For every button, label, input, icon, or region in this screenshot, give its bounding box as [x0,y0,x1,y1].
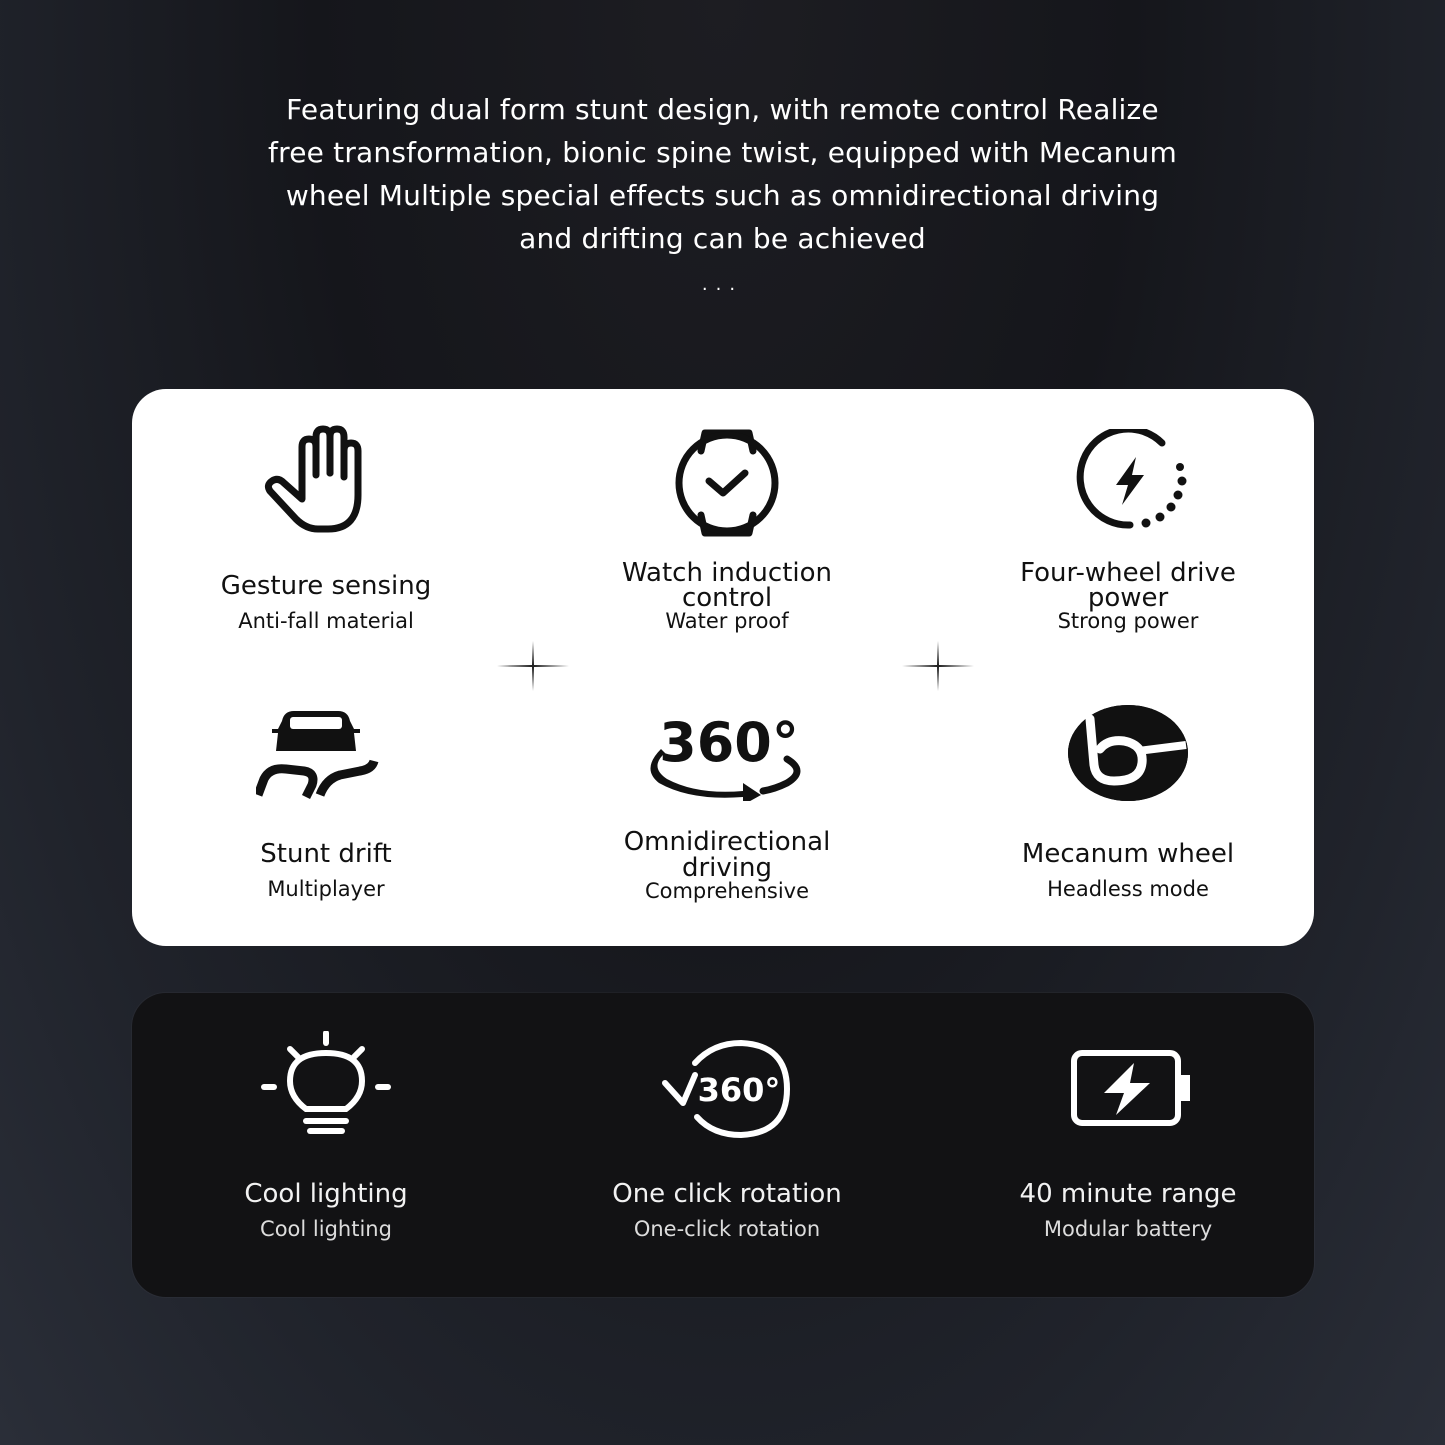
intro-line: and drifting can be achieved [519,222,926,255]
hand-icon [264,425,390,537]
feature-title: Mecanum wheel [1021,839,1235,869]
ellipsis: ... [701,274,744,295]
rotation-360-icon [647,709,817,801]
feature-cool-lighting [176,1029,476,1259]
feature-subtitle: Anti-fall material [238,609,414,633]
feature-gesture-sensing [176,425,476,645]
feature-40-minute-range [978,1029,1278,1259]
drift-car-icon [256,705,380,801]
sparkle-icon [497,641,569,691]
intro-line: free transformation, bionic spine twist, equipped with Mecanum [268,136,1177,169]
intro-paragraph [180,88,1265,260]
feature-subtitle: Strong power [1057,609,1199,633]
feature-omnidirectional [577,699,877,919]
intro-line: wheel Multiple special effects such as omnidirectional driving [285,179,1160,212]
feature-subtitle: Water proof [665,609,789,633]
feature-subtitle: Headless mode [1047,877,1209,901]
rotation-360-label: 360° [659,711,799,774]
feature-subtitle: One-click rotation [633,1217,821,1241]
feature-title: 40 minute range [1019,1179,1237,1209]
mecanum-wheel-icon [1066,705,1190,801]
feature-title: Watch induction [622,558,832,588]
feature-mecanum-wheel [978,699,1278,919]
feature-title: Four-wheel drive [1020,558,1236,588]
feature-subtitle: Modular battery [1043,1217,1213,1241]
feature-subtitle: Cool lighting [260,1217,392,1241]
intro-line: Featuring dual form stunt design, with remote control Realize [286,93,1159,126]
one-click-360-icon [661,1039,801,1139]
feature-watch-induction [577,425,877,645]
feature-stunt-drift [176,699,476,919]
feature-title: Omnidirectional [623,827,831,857]
feature-title: Stunt drift [260,839,392,869]
feature-title: One click rotation [612,1179,842,1209]
feature-title: power [1087,583,1169,613]
feature-title: control [681,583,773,613]
power-bolt-icon [1066,429,1190,529]
feature-title: Cool lighting [244,1179,408,1209]
feature-subtitle: Comprehensive [644,879,810,903]
feature-four-wheel-drive [978,425,1278,645]
feature-title: driving [681,853,772,883]
feature-one-click-rotation [577,1029,877,1259]
features-panel-light [132,389,1314,946]
battery-icon [1070,1049,1194,1129]
feature-title: Gesture sensing [220,571,432,601]
watch-icon [669,429,785,541]
sparkle-icon [902,641,974,691]
feature-subtitle: Multiplayer [267,877,385,901]
one-click-360-label: 360° [697,1071,781,1109]
features-panel-dark [132,993,1314,1297]
lightbulb-icon [260,1031,392,1139]
